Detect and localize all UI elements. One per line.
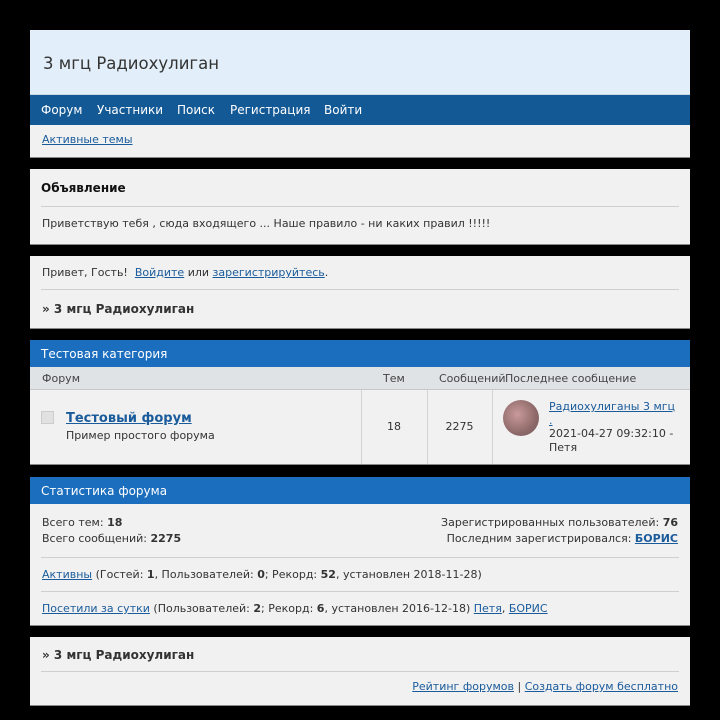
category-header	[30, 340, 690, 367]
col-last-post: Последнее сообщение	[505, 372, 637, 385]
period: .	[324, 266, 329, 279]
nav-search[interactable]: Поиск	[177, 103, 216, 117]
divider	[361, 390, 362, 464]
site-title: 3 мгц Радиохулиган	[43, 54, 219, 73]
total-posts-label: Всего сообщений:	[42, 532, 147, 545]
users-value: 0	[257, 568, 265, 581]
last-post-date: 2021-04-27 09:32:10 - Петя	[549, 427, 674, 454]
create-forum-link[interactable]: Создать форум бесплатно	[524, 680, 678, 693]
nav-forum[interactable]: Форум	[41, 103, 83, 117]
active-topics-link[interactable]: Активные темы	[42, 133, 133, 146]
header-block	[30, 30, 690, 158]
daily-user-separator: ,	[501, 602, 506, 615]
main-navbar	[30, 95, 690, 125]
footer-divider: |	[517, 680, 522, 693]
nav-register[interactable]: Регистрация	[230, 103, 311, 117]
forum-rating-link[interactable]: Рейтинг форумов	[412, 680, 514, 693]
col-posts: Сообщений	[439, 372, 506, 385]
daily-users-value: 2	[253, 602, 262, 615]
registered-label: Зарегистрированных пользователей:	[441, 516, 660, 529]
footer-block	[30, 637, 690, 706]
forum-description: Пример простого форума	[66, 429, 215, 442]
user-avatar-icon[interactable]	[503, 400, 539, 436]
announcement-title: Объявление	[41, 181, 126, 195]
daily-record-date: , установлен 2016-12-18)	[324, 602, 471, 615]
category-block	[30, 340, 690, 465]
register-link[interactable]: зарегистрируйтесь	[212, 266, 325, 279]
breadcrumb[interactable]: » 3 мгц Радиохулиган	[42, 648, 195, 662]
col-forum: Форум	[42, 372, 80, 385]
last-post-link[interactable]: Радиохулиганы 3 мгц .	[549, 400, 676, 427]
registered-value: 76	[662, 516, 678, 529]
col-topics: Тем	[383, 372, 405, 385]
daily-users-label: (Пользователей:	[153, 602, 250, 615]
announcement-text: Приветствую тебя , сюда входящего ... Наше правило - ни каких правил !!!!!	[42, 217, 491, 230]
divider	[41, 671, 679, 672]
forum-name-link[interactable]: Тестовый форум	[66, 411, 192, 426]
divider	[41, 591, 679, 592]
last-registered-user-link[interactable]: БОРИС	[634, 532, 678, 545]
daily-visitors-link[interactable]: Посетили за сутки	[42, 602, 150, 615]
record-label: ; Рекорд:	[264, 568, 318, 581]
nav-members[interactable]: Участники	[97, 103, 164, 117]
divider	[41, 557, 679, 558]
stats-title: Статистика форума	[41, 484, 168, 498]
record-value: 52	[320, 568, 336, 581]
record-date: , установлен 2018-11-28)	[335, 568, 482, 581]
footer-links	[412, 680, 678, 693]
total-topics	[42, 516, 122, 529]
total-posts	[42, 532, 181, 545]
posts-count: 2275	[445, 420, 474, 433]
or-text: или	[187, 266, 210, 279]
breadcrumb[interactable]: » 3 мгц Радиохулиган	[42, 302, 195, 316]
divider	[492, 390, 493, 464]
guests-value: 1	[146, 568, 155, 581]
welcome-text	[42, 266, 328, 279]
stats-header	[30, 477, 690, 504]
forum-status-icon	[41, 411, 54, 424]
title-area	[30, 30, 690, 95]
users-label: , Пользователей:	[154, 568, 254, 581]
greeting: Привет, Гость!	[42, 266, 128, 279]
total-topics-value: 18	[107, 516, 123, 529]
divider	[427, 390, 428, 464]
forum-row	[30, 390, 690, 464]
column-headers	[30, 367, 690, 390]
daily-user-link[interactable]: БОРИС	[508, 602, 548, 615]
daily-record-value: 6	[316, 602, 325, 615]
announcement-block	[30, 169, 690, 245]
online-link[interactable]: Активны	[42, 568, 93, 581]
daily-record-label: ; Рекорд:	[261, 602, 314, 615]
welcome-block	[30, 256, 690, 329]
daily-user-link[interactable]: Петя	[473, 602, 502, 615]
daily-stats	[42, 602, 548, 615]
total-topics-label: Всего тем:	[42, 516, 104, 529]
topics-count: 18	[387, 420, 401, 433]
guests-label: (Гостей:	[95, 568, 144, 581]
last-registered	[447, 532, 678, 545]
registered-users	[441, 516, 678, 529]
online-stats	[42, 568, 482, 581]
last-registered-label: Последним зарегистрировался:	[446, 532, 632, 545]
category-title: Тестовая категория	[41, 347, 168, 361]
divider	[41, 289, 679, 290]
divider	[41, 206, 679, 207]
total-posts-value: 2275	[150, 532, 182, 545]
login-link[interactable]: Войдите	[134, 266, 185, 279]
stats-block	[30, 477, 690, 626]
nav-login[interactable]: Войти	[324, 103, 363, 117]
